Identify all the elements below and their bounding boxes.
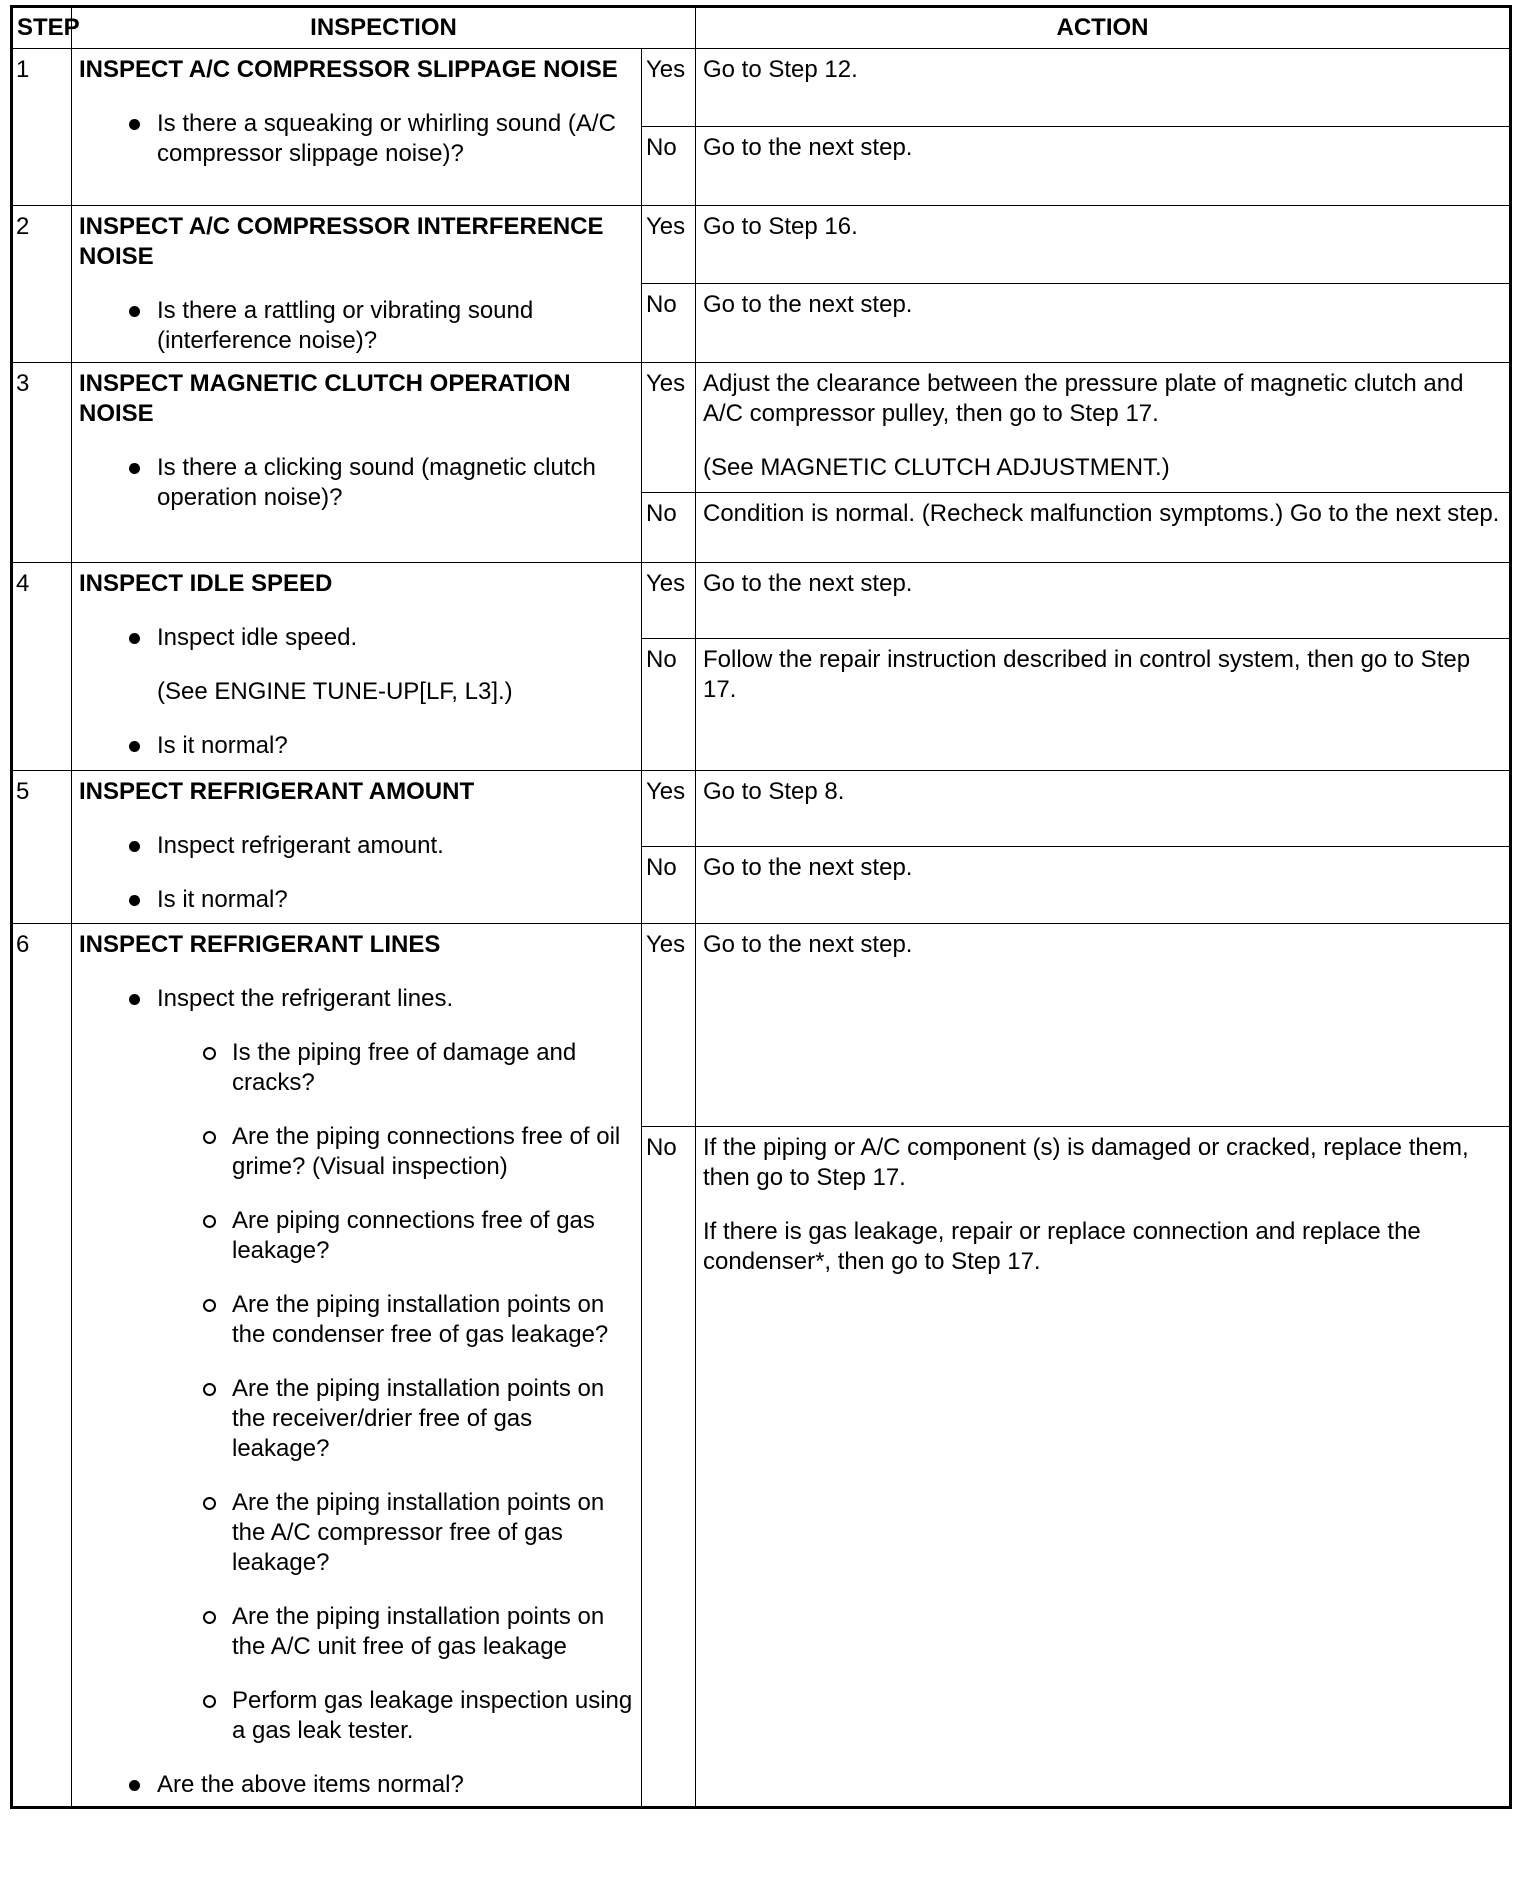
no-label: No [642,493,696,563]
inspection-cell [72,924,642,1808]
sub-bullet-item: Are the piping connections free of oil grime? (Visual inspection) [79,1122,634,1182]
inspection-cell [72,363,642,563]
inspection-title: INSPECT REFRIGERANT AMOUNT [79,778,475,805]
bullet-item: Is there a rattling or vibrating sound (interference noise)? [79,296,634,356]
inspection-cell [72,563,642,771]
yes-action [696,924,1511,1127]
header-inspection: INSPECTION [72,7,696,49]
action-text: If there is gas leakage, repair or replace connection and replace the condenser*, then go to Step 17. [703,1218,1421,1275]
yes-action [696,363,1511,493]
reference-text: (See ENGINE TUNE-UP[LF, L3].) [157,678,513,705]
sub-bullet-item: Perform gas leakage inspection using a gas leak tester. [79,1686,634,1746]
table-row [12,206,1511,284]
yes-label: Yes [642,924,696,1127]
yes-label: Yes [642,563,696,639]
action-text: Go to the next step. [703,134,913,161]
action-text: Adjust the clearance between the pressure plate of magnetic clutch and A/C compressor pulley, then go to Step 17. [703,370,1464,427]
no-label: No [642,284,696,363]
sub-bullet-item: Are the piping installation points on the condenser free of gas leakage? [79,1290,634,1350]
action-text: Go to the next step. [703,291,913,318]
yes-action [696,563,1511,639]
sub-bullet-item: Are piping connections free of gas leakage? [79,1206,634,1266]
yes-label: Yes [642,206,696,284]
inspection-title: INSPECT A/C COMPRESSOR INTERFERENCE NOISE [79,213,604,270]
table-row [12,924,1511,1127]
step-number: 6 [12,924,72,1808]
inspection-cell [72,771,642,924]
no-label: No [642,639,696,771]
sub-bullet-item: Are the piping installation points on the A/C unit free of gas leakage [79,1602,634,1662]
action-text: If the piping or A/C component (s) is damaged or cracked, replace them, then go to Step 17. [703,1134,1469,1191]
step-number: 4 [12,563,72,771]
step-number: 2 [12,206,72,363]
inspection-cell [72,49,642,206]
no-action [696,127,1511,206]
yes-action [696,771,1511,847]
yes-label: Yes [642,49,696,127]
step-number: 1 [12,49,72,206]
yes-action [696,206,1511,284]
bullet-item: Is there a clicking sound (magnetic clutch operation noise)? [79,453,634,513]
header-action: ACTION [696,7,1511,49]
bullet-item: Is there a squeaking or whirling sound (A/C compressor slippage noise)? [79,109,634,169]
sub-bullet-item: Is the piping free of damage and cracks? [79,1038,634,1098]
yes-label: Yes [642,771,696,847]
yes-action [696,49,1511,127]
no-label: No [642,1127,696,1808]
table-row [12,563,1511,639]
action-text: Go to the next step. [703,931,913,958]
no-label: No [642,127,696,206]
action-text: Go to Step 8. [703,778,845,805]
table-row [12,49,1511,127]
bullet-item: Is it normal? [79,731,634,761]
action-text: Go to the next step. [703,570,913,597]
step-number: 5 [12,771,72,924]
no-action [696,493,1511,563]
action-text: Go to Step 16. [703,213,858,240]
no-action [696,847,1511,924]
bullet-item: Inspect refrigerant amount. [79,831,634,861]
inspection-title: INSPECT A/C COMPRESSOR SLIPPAGE NOISE [79,56,618,83]
bullet-item: Inspect the refrigerant lines. [79,984,634,1014]
no-label: No [642,847,696,924]
bullet-item: Is it normal? [79,885,634,915]
header-row [12,7,1511,49]
no-action [696,1127,1511,1808]
inspection-title: INSPECT MAGNETIC CLUTCH OPERATION NOISE [79,370,571,427]
action-text: Follow the repair instruction described in control system, then go to Step 17. [703,646,1471,703]
sub-bullet-item: Are the piping installation points on the receiver/drier free of gas leakage? [79,1374,634,1464]
inspection-title: INSPECT REFRIGERANT LINES [79,931,441,958]
sub-bullet-item: Are the piping installation points on the A/C compressor free of gas leakage? [79,1488,634,1578]
inspection-cell [72,206,642,363]
yes-label: Yes [642,363,696,493]
bullet-item: Are the above items normal? [79,1770,634,1800]
no-action [696,284,1511,363]
action-reference: (See MAGNETIC CLUTCH ADJUSTMENT.) [703,454,1170,481]
step-number: 3 [12,363,72,563]
bullet-item: Inspect idle speed. [79,623,634,653]
action-text: Condition is normal. (Recheck malfunction symptoms.) Go to the next step. [703,500,1500,527]
header-step: STEP [12,7,72,49]
troubleshooting-table [10,5,1512,1809]
table-row [12,363,1511,493]
action-text: Go to Step 12. [703,56,858,83]
table-row [12,771,1511,847]
action-text: Go to the next step. [703,854,913,881]
no-action [696,639,1511,771]
inspection-title: INSPECT IDLE SPEED [79,570,333,597]
